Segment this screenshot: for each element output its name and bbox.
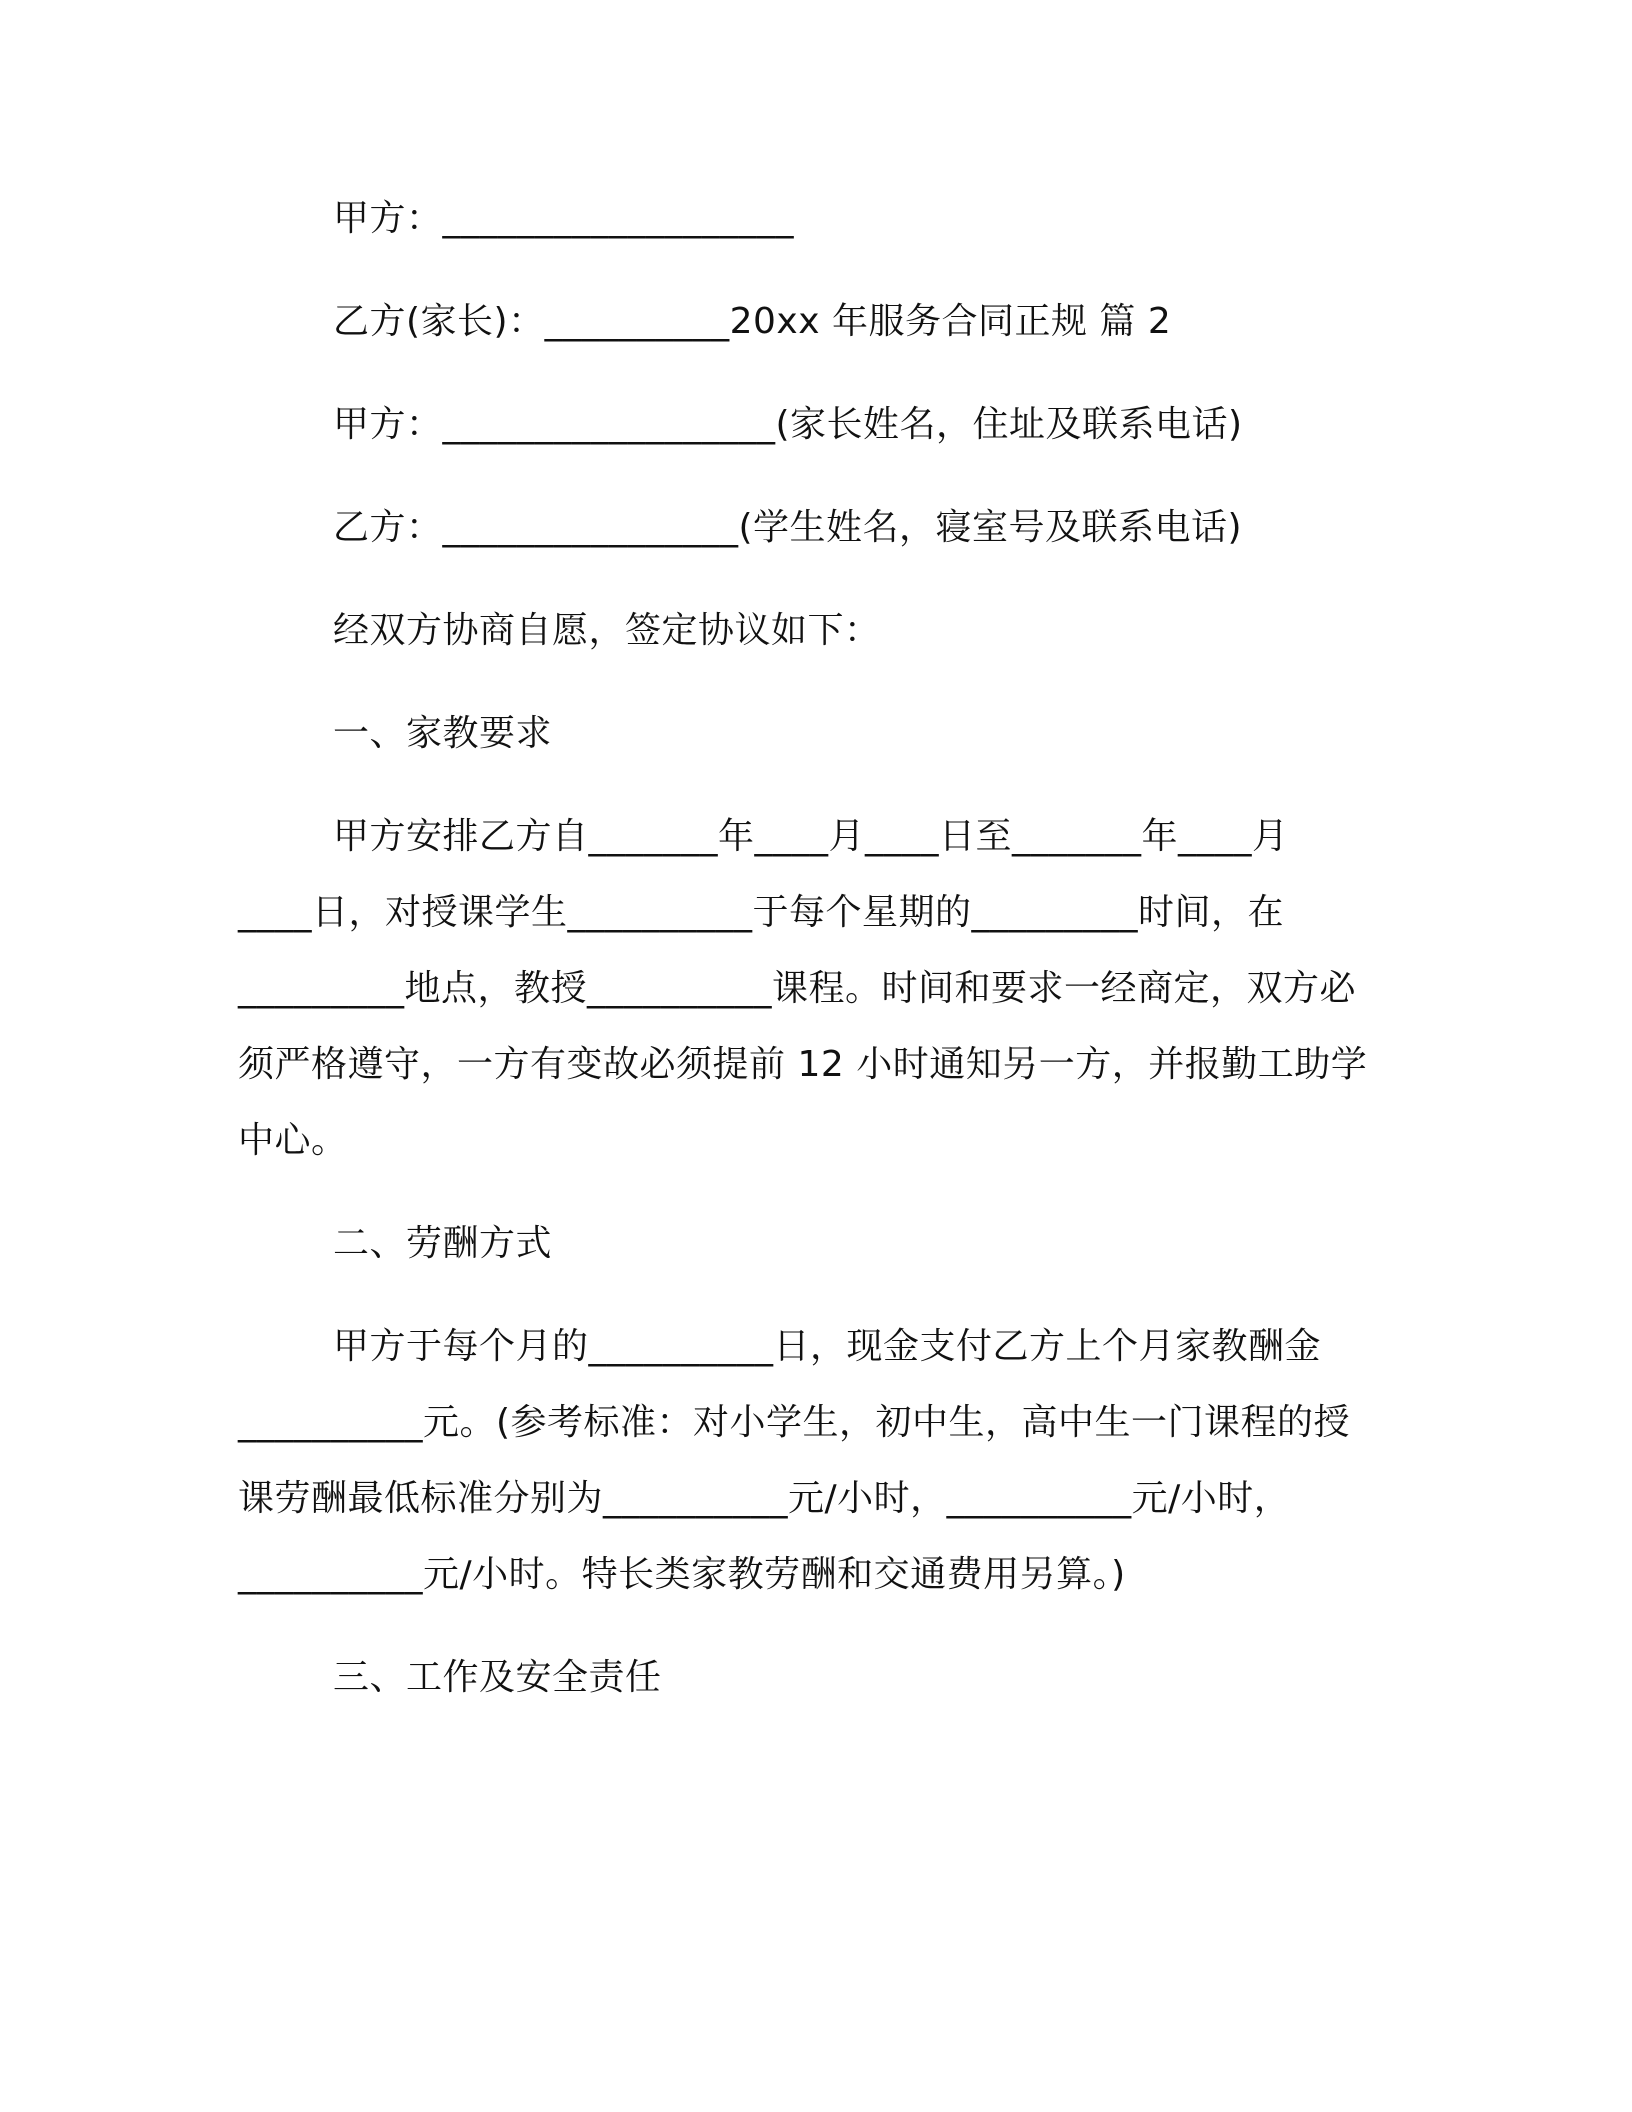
- party-a-line: 甲方：___________________: [333, 198, 795, 239]
- section-1-paragraph-line-1: 甲方安排乙方自_______年____月____日至_______年____月: [333, 816, 1289, 857]
- section-1-paragraph-line-3: _________地点，教授__________课程。时间和要求一经商定，双方必: [238, 968, 1357, 1009]
- section-heading-2: 二、劳酬方式: [333, 1223, 553, 1264]
- section-1-paragraph-line-4: 须严格遵守，一方有变故必须提前 12 小时通知另一方，并报勤工助学: [238, 1044, 1368, 1085]
- party-b-parent-line: 乙方(家长)：__________20xx 年服务合同正规 篇 2: [333, 301, 1172, 342]
- section-heading-3: 三、工作及安全责任: [333, 1657, 662, 1698]
- party-b-student-info-line: 乙方：________________(学生姓名，寝室号及联系电话): [333, 507, 1243, 548]
- section-2-paragraph-line-1: 甲方于每个月的__________日，现金支付乙方上个月家教酬金: [333, 1326, 1322, 1367]
- section-2-paragraph-line-2: __________元。(参考标准：对小学生，初中生，高中生一门课程的授: [238, 1402, 1351, 1443]
- section-heading-1: 一、家教要求: [333, 713, 553, 754]
- section-1-paragraph-line-5: 中心。: [238, 1120, 348, 1161]
- section-2-paragraph-line-4: __________元/小时。特长类家教劳酬和交通费用另算。): [238, 1554, 1126, 1595]
- agreement-intro: 经双方协商自愿，签定协议如下：: [333, 610, 881, 651]
- party-a-parent-info-line: 甲方：__________________(家长姓名，住址及联系电话): [333, 404, 1243, 445]
- section-2-paragraph-line-3: 课劳酬最低标准分别为__________元/小时，__________元/小时，: [238, 1478, 1291, 1519]
- section-1-paragraph-line-2: ____日，对授课学生__________于每个星期的_________时间，在: [238, 892, 1285, 933]
